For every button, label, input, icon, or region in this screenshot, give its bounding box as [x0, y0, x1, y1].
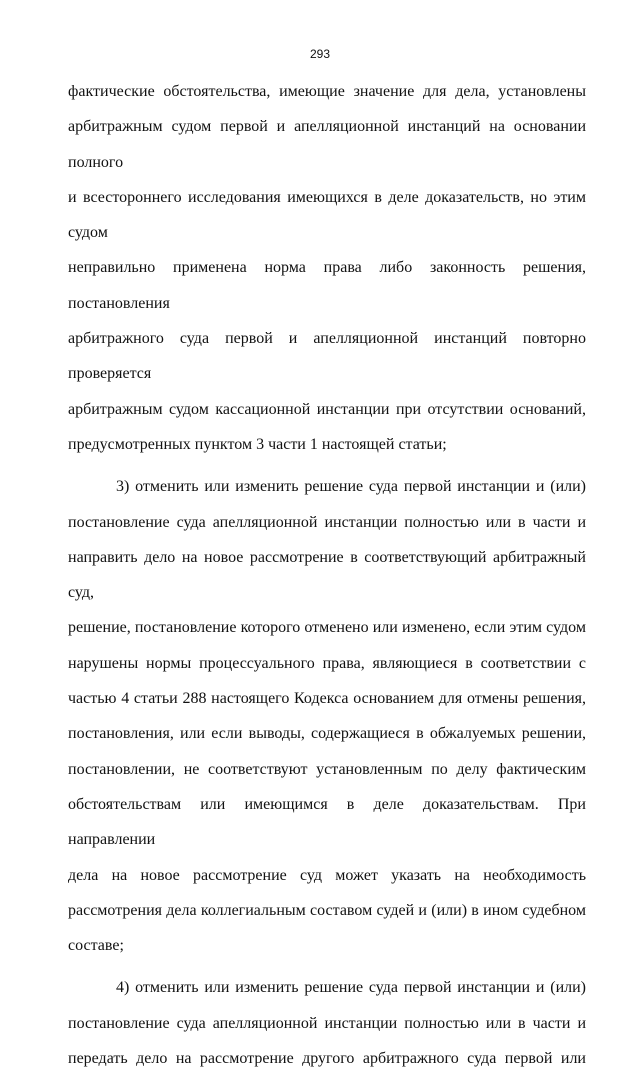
text-line: обстоятельствам или имеющимся в деле доказательствам. При направлении [68, 795, 586, 849]
text-line: арбитражным судом кассационной инстанции при отсутствии оснований, [68, 400, 586, 418]
text-line: направить дело на новое рассмотрение в соответствующий арбитражный суд, [68, 548, 586, 602]
text-line: решение, постановление которого отменено или изменено, если этим судом [68, 619, 586, 637]
text-line: постановления, или если выводы, содержащиеся в обжалуемых решении, [68, 725, 586, 743]
text-line: фактические обстоятельства, имеющие значение для дела, установлены [68, 83, 586, 100]
text-line: 4) отменить или изменить решение суда первой инстанции и (или) [116, 979, 586, 997]
text-line: постановление суда апелляционной инстанции полностью или в части и [68, 513, 586, 531]
paragraph-item-4 [68, 970, 586, 1076]
text-line: передать дело на рассмотрение другого арбитражного суда первой или [68, 1050, 586, 1068]
paragraph-gap [68, 462, 586, 469]
text-line: постановление суда апелляционной инстанции полностью или в части и [68, 1014, 586, 1032]
text-line: частью 4 статьи 288 настоящего Кодекса основанием для отмены решения, [68, 690, 586, 708]
text-line: и всестороннего исследования имеющихся в деле доказательств, но этим судом [68, 188, 586, 242]
paragraph-item-3 [68, 469, 586, 963]
text-line: неправильно применена норма права либо законность решения, постановления [68, 259, 586, 312]
text-line: предусмотренных пунктом 3 части 1 настоящей статьи; [68, 435, 447, 453]
text-line: постановлении, не соответствуют установленным по делу фактическим [68, 760, 586, 778]
paragraph-continuation [68, 74, 586, 462]
text-line: нарушены нормы процессуального права, являющиеся в соответствии с [68, 654, 586, 672]
text-line: 3) отменить или изменить решение суда первой инстанции и (или) [116, 478, 586, 496]
paragraph-gap [68, 963, 586, 970]
text-line: рассмотрения дела коллегиальным составом судей и (или) в ином судебном [68, 901, 586, 919]
document-body [68, 74, 586, 1076]
text-line: дела на новое рассмотрение суд может указать на необходимость [68, 866, 586, 884]
text-line: арбитражного суда первой и апелляционной инстанций повторно проверяется [68, 330, 586, 383]
text-line: арбитражным судом первой и апелляционной инстанций на основании полного [68, 118, 586, 171]
text-line: составе; [68, 937, 124, 955]
page-number: 293 [309, 47, 331, 61]
